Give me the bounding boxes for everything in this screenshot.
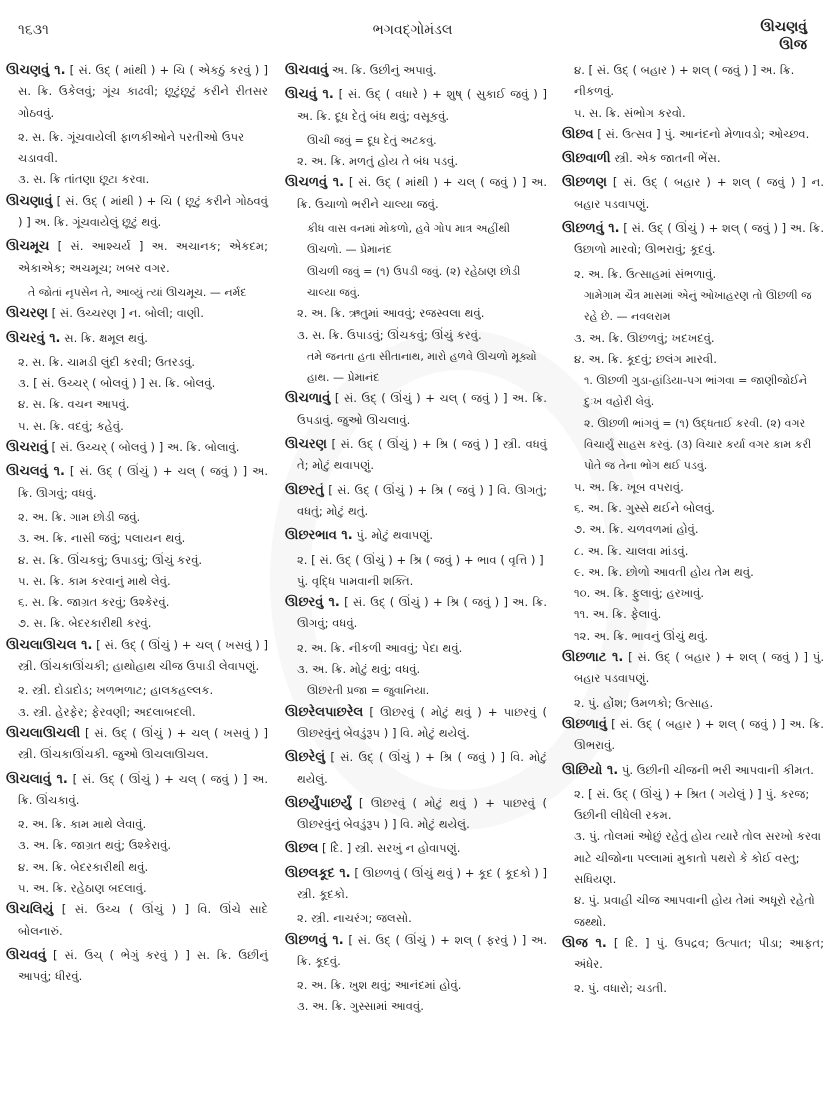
definition-text: ૧૧. અ. ક્રિ. ફેલાવું.	[574, 607, 662, 622]
sub-sense	[562, 890, 824, 933]
sub-sense	[562, 978, 824, 999]
definition-text: ૪. [ સં. ઉદ્ ( બહાર ) + શલ્ ( જવું ) ] અ. ક્રિ. નીકળવું.	[574, 63, 795, 99]
definition-text: [ સં. ઉદ્ ( વધારે ) + શુષ્ ( સુકાઈ જવું ) ] અ. ક્રિ. દૂધ દેતું બંધ થવું; વસૂકવું.	[297, 87, 548, 123]
definition-text: ૨. સ. ક્રિ. ચામડી લુંદી કરવી; ઉતરડવું.	[18, 354, 196, 369]
sub-sense	[285, 975, 547, 996]
dictionary-entry	[6, 899, 268, 942]
sub-sense	[6, 507, 268, 528]
column-2	[285, 60, 547, 1018]
definition-text: ૩. સ્ત્રી. હેરફેર; ફેરવણી; અદલાબદલી.	[18, 704, 196, 719]
sub-sense	[6, 528, 268, 549]
definition-text: [ સં. ઉદ્ ( ઊંચું ) + શ્રિ ( જવું ) ] વિ. ઊગતું; વધતું; મોટું થતું.	[297, 482, 548, 518]
sub-sense	[6, 550, 268, 571]
definition-text: [ સં. ઉદ્ ( ઊંચું ) + શલ્ ( ફરવું ) ] અ. ક્રિ. કૂદવું.	[297, 932, 548, 968]
definition-text: ૧. ઊછળી ગુડા-હાંડિયા-પગ ભાંગવા = જાણીજોઈને દુઃખ વહોરી લેવું.	[584, 374, 808, 409]
quotation	[285, 346, 547, 389]
definition-text: ૩. અ. ક્રિ. ઊછળવું; ખદખદવું.	[574, 330, 715, 345]
dictionary-entry	[6, 236, 268, 279]
definition-text: [ સં. ઉદ્ ( ઊંચું ) + ચલ્ ( ખસવું ) ] સ્ત્રી. ઊંચકાઊંચકી. જુઓ ઊચલાઊચલ.	[18, 725, 268, 762]
dictionary-entry	[285, 525, 547, 546]
headword: ઊછરવું ૧.	[285, 595, 340, 611]
definition-text: ૩. અ. ક્રિ. જાગ્રત થવું; ઉશ્કેરાવું.	[18, 838, 172, 853]
sub-sense	[6, 835, 268, 856]
definition-text: [ દેિ. ] પું. ઉપદ્રવ; ઉત્પાત; પીડા; આફત; અંધેર.	[574, 935, 825, 972]
headword: ઊછરતું	[285, 482, 324, 498]
definition-text: [ સં. ઉદ્ ( ઊંચું ) + ચલ્ ( જવું ) ] અ. ક્રિ. ઊંચકાવું.	[18, 771, 269, 807]
sub-sense	[562, 626, 824, 647]
definition-text: ૪. અ. ક્રિ. કૂદવું; છલંગ મારવી.	[574, 351, 717, 366]
sub-sense	[562, 784, 824, 827]
headword: ઊચલાવું ૧.	[6, 771, 68, 787]
definition-text: સ્ત્રી. એક જાતની ભેંસ.	[614, 151, 721, 166]
sub-sense	[562, 519, 824, 540]
definition-text: [ સં. ઉદ્ ( ઊંચું ) + શલ્ ( જવું ) ] અ. ક્રિ. ઉછાળો મારવો; ઊભરાવું; કૂદવું.	[574, 221, 824, 257]
definition-text: [ સં. ઉત્સવ ] પું. આનંદનો મેળાવડો; ઓચ્છવ.	[597, 126, 810, 141]
dictionary-entry	[6, 769, 268, 812]
dictionary-entry	[285, 838, 547, 859]
definition-text: ૩. સ. ક્રિ. ઉપાડવું; ઊંચકવું; ઊંચું કરવું.	[297, 327, 482, 342]
sub-sense	[562, 562, 824, 583]
definition-text: [ સં. ઉદ્ ( ઊંચું ) + ચલ્ ( જવું ) ] અ. ક્રિ. ઉપડાવું. જુઓ ઊચલાવું.	[297, 391, 547, 427]
headword: ઊછર્યુંપાછર્યું	[285, 795, 352, 811]
definition-text: સ. ક્રિ. ક્ષમૂલ થવું.	[64, 330, 148, 345]
sub-sense	[6, 814, 268, 835]
sub-sense	[562, 604, 824, 625]
headword: ઊચલવું ૧.	[6, 464, 65, 480]
sub-sense	[562, 60, 824, 103]
definition-text: ૩. [ સં. ઉચ્ચર્ ( બોલવું ) ] સ. ક્રિ. બોલવું.	[18, 376, 216, 391]
definition-text: ૫. સ. ક્રિ. વદવું; કહેવું.	[18, 418, 124, 433]
definition-text: ૭. અ. ક્રિ. ચળવળમાં હોવું.	[574, 522, 699, 537]
quotation	[6, 282, 268, 303]
headword: ઊછળવું ૧.	[285, 932, 344, 948]
definition-text: [ સં. ઉદ્ ( બહાર ) + શલ્ ( જવું ) ] અ. ક્રિ. ઊભરાવું.	[574, 716, 824, 753]
headword: ઊછવાળી	[562, 151, 611, 167]
headword: ઊચવાવું	[285, 63, 329, 78]
dictionary-entry	[285, 793, 547, 836]
headword: ઊચળાવું	[285, 391, 331, 407]
definition-text: ૨. અ. ક્રિ. ઉત્સાહમાં સંભળાવું.	[574, 266, 717, 281]
dictionary-entry	[6, 945, 268, 988]
sub-sense	[6, 352, 268, 373]
dictionary-entry	[6, 635, 268, 678]
headword: ઊછળવું ૧.	[562, 221, 620, 237]
dictionary-entry	[6, 461, 268, 504]
definition-text: ઊછરતી પ્રજા = જુવાનિયા.	[307, 684, 430, 698]
definition-text: ૨. પું. હોંશ; ઉમળકો; ઉત્સાહ.	[574, 695, 714, 710]
dictionary-entry	[285, 60, 547, 81]
definition-text: ૨. અ. ક્રિ. કામ માથે લેવાવું.	[18, 817, 147, 832]
headword: ઊચણવું ૧.	[6, 63, 66, 78]
definition-text: ૨. સ્ત્રી. નાચરંગ; જલસો.	[297, 911, 412, 926]
dictionary-entry	[562, 124, 824, 145]
definition-text: [ દેિ. ] સ્ત્રી. સરખું ન હોવાપણું.	[322, 841, 461, 856]
dictionary-entry	[6, 437, 268, 458]
dictionary-entry	[285, 702, 547, 745]
definition-text: ઊચળી જવું = (૧) ઉપડી જવું. (૨) રહેઠાણ છોડી ચાલ્યા જવું.	[307, 264, 521, 299]
book-title: ભગવદ્ગોમંડલ	[372, 22, 453, 38]
definition-text: ૩. અ. ક્રિ. મોટું થવું; વધવું.	[297, 662, 421, 677]
definition-text: ૭. સ. ક્રિ. બેદરકારીથી કરવું.	[18, 616, 152, 631]
headword: ઊછિયો ૧.	[562, 762, 619, 778]
definition-text: તમે જનતા હતા સીતાનાથ, મારો હળવે ઊચળો મૂક્યો હાથ. — પ્રેમાનંદ	[307, 349, 537, 385]
definition-text: ૨. ઊછળી ભાંગવું = (૧) ઉદ્ધતાઈ કરવી. (૨) વગર વિચાર્યું સાહસ કરવું. (૩) વિચાર કર્યા વગર કામ કરી પોતે જ તેના ભોગ થઈ પડવું.	[584, 416, 812, 473]
definition-text: [ સં. ઉદ્ ( માંથી ) + ચિ ( છૂટું કરીને ગોઠવવું ) ] અ. ક્રિ. ગૂંચવાયેલું છૂટું થવું.	[18, 193, 268, 230]
definition-text: ૩. અ. ક્રિ. નાસી જવું; પલાયન થવું.	[18, 531, 186, 546]
definition-text: ઊચી જવું = દૂધ દેતું અટકવું.	[307, 133, 437, 147]
definition-text: ૧૨. અ. ક્રિ. ભાવનું ઊંચું થવું.	[574, 628, 709, 643]
definition-text: ૫. સ. ક્રિ. કામ કરવાનું માથે લેવું.	[18, 573, 171, 588]
headword: ઊચરણ	[285, 437, 327, 453]
sub-sense	[562, 541, 824, 562]
definition-text: કીધ વાસ વનમાં મોકળો, હવે ગોપ માત્ર અહીંથી ઊચળો. — પ્રેમાનંદ	[307, 222, 511, 257]
definition-text: ૨. [ સં. ઉદ્ ( ઊંચું ) + શ્રિ ( જવું ) + ભાવ ( વૃત્તિ ) ] પું. વૃદ્ધિ પામવાની શક્તિ.	[297, 552, 544, 588]
definition-text: [ સં. ઉદ્ ( માંથી ) + ચલ્ ( જવું ) ] અ. ક્રિ. ઉચાળો ભરીને ચાલ્યા જવું.	[297, 175, 548, 211]
dictionary-entry	[285, 592, 547, 635]
sub-sense	[562, 477, 824, 498]
definition-text: [ ઊછરવું ( મોટું થવું ) + પાછરવું ( ઊછરવુંનું બેવડુંરૂપ ) ] વિ. મોટું થયેલું.	[297, 704, 547, 740]
definition-text: [ સં. ઉદ્ ( બહાર ) + શલ્ ( જવું ) ] ન. બહાર પડવાપણું.	[574, 175, 824, 211]
definition-text: ૪. પું. પ્રવાહી ચીજ આપવાની હોય તેમાં અધૂરો રહેતો જથ્થો.	[574, 893, 815, 929]
sub-sense	[6, 702, 268, 723]
definition-text: ૬. સ. ક્રિ. જાગ્રત કરવું; ઉશ્કેરવું.	[18, 595, 170, 610]
dictionary-entry	[6, 191, 268, 234]
headword: ઊચલિયું	[6, 902, 54, 918]
definition-text: ૧૦. અ. ક્રિ. ફુલાવું; હરખાવું.	[574, 586, 705, 601]
headword: ઊછળાવું	[562, 716, 607, 732]
definition-text: ગામેગામ ચૈત્ર માસમાં એનું ઓખાહરણ તો ઊછળી જ રહે છે. — નવલરામ	[584, 288, 812, 324]
sub-sense	[285, 908, 547, 929]
page-header	[0, 14, 825, 54]
definition-text: ૨. અ. ક્રિ. મળતું હોય તે બંધ પડવું.	[297, 154, 458, 169]
column-3	[562, 60, 824, 1000]
definition-text: [ ઊછરવું ( મોટું થવું ) + પાછરવું ( ઊછરવુંનું બેવડુંરૂપ ) ] વિ. મોટું થયેલું.	[297, 795, 547, 832]
dictionary-entry	[285, 930, 547, 973]
definition-text: ૨. સ્ત્રી. દોડાદોડ; ખળભળાટ; હાલકહલ્લક.	[18, 683, 214, 698]
headword: ઊચરવું ૧.	[6, 330, 61, 346]
definition-text: પું. ઉછીની ચીજની ભરી આપવાની કીમત.	[621, 762, 814, 777]
headword: ઊછલ	[285, 841, 319, 857]
definition-text: [ સં. ઉચ્ ( ભેગું કરવું ) ] સ. ક્રિ. ઉછીનું આપવું; ધીરવું.	[18, 947, 269, 984]
definition-text: ૪. સ. ક્રિ. ઊંચકવું; ઉપાડવું; ઊંચું કરવું.	[18, 552, 203, 567]
dictionary-entry	[6, 723, 268, 766]
sub-sense	[285, 303, 547, 324]
definition-text: ૨. પું. વધારો; ચડતી.	[574, 981, 667, 996]
dictionary-entry	[285, 863, 547, 906]
headword: ઊછળણ	[562, 175, 607, 191]
sub-sense	[6, 127, 268, 170]
sub-sense	[6, 373, 268, 394]
dictionary-entry	[562, 933, 824, 976]
sub-sense	[6, 857, 268, 878]
definition-text: ૨. [ સં. ઉદ્ ( ઊંચું ) + શ્રિત ( ગયેલું ) ] પું. કરજ; ઉછીની લીધેલી રકમ.	[574, 786, 810, 823]
definition-text: પું. મોટું થવાપણું.	[356, 528, 434, 543]
definition-text: [ સં. આશ્ચર્ય ] અ. અચાનક; એકદમ; એકાએક; અચમૂચ; ખબર વગર.	[18, 239, 268, 275]
headword: ઊચણાવું	[6, 193, 53, 209]
sub-sense	[562, 826, 824, 890]
definition-text: [ સં. ઉચ્ચ ( ઊંચું ) ] વિ. ઊંચે સાદે બોલનારું.	[18, 902, 269, 938]
quotation	[285, 218, 547, 261]
quotation	[562, 285, 824, 328]
definition-text: ૫. સ. ક્રિ. સંભોગ કરવો.	[574, 105, 686, 120]
headword: ઊચલાઊચલી	[6, 725, 81, 741]
definition-text: તે જોતાં નૃપસેન તે, આવ્યું ત્યાં ઊચમૂચ. — નર્મદ	[28, 285, 247, 299]
definition-text: [ સં. ઉદ્ ( ઊંચું ) + શ્રિ ( જવું ) ] સ્ત્રી. વધવું તે; મોટું થવાપણું.	[297, 437, 547, 473]
sub-sense	[6, 592, 268, 613]
sub-sense	[285, 659, 547, 680]
sub-sense	[6, 416, 268, 437]
definition-text: અ. ક્રિ. ઉછીનું અપાવું.	[331, 63, 437, 77]
headword: ઊછરેલું	[285, 750, 326, 766]
guide-word-last: ઊજ	[779, 37, 807, 53]
sub-sense	[562, 693, 824, 714]
sub-sense	[285, 996, 547, 1017]
headword: ઊચવું ૧.	[285, 87, 334, 103]
definition-text: [ સં. ઉચ્ચરણ ] ન. બોલી; વાણી.	[51, 306, 204, 321]
headword: ઊચલાઊચલ ૧.	[6, 637, 93, 653]
sub-sense	[6, 613, 268, 634]
sub-sense	[6, 571, 268, 592]
definition-text: ૨. અ. ક્રિ. ગામ છોડી જવું.	[18, 509, 141, 524]
dictionary-entry	[285, 747, 547, 790]
definition-text: [ સં. ઉદ્ ( ઊંચું ) + શ્રિ ( જવું ) ] વિ. મોટું થયેલું.	[297, 750, 547, 786]
sub-sense	[285, 151, 547, 172]
guide-word-first: ઊચણવું	[760, 19, 807, 35]
definition-text: ૩. પું. તોલમાં ઓછું રહેતું હોય ત્યારે તોલ સરખો કરવા માટે ચીજોના પલ્લામાં મુકાતો પથરો કે કોઈ વસ્તુ; સધિયણ.	[574, 829, 822, 886]
definition-text: [ સં. ઉદ્ ( બહાર ) + શલ્ ( જવું ) ] પું. બહાર પડવાપણું.	[574, 650, 825, 686]
definition-text: [ ઊછળવું ( ઊંચું થવું ) + કૂદ ( કૂદકો ) ] સ્ત્રી. કૂદકો.	[297, 865, 547, 901]
headword: ઊજ ૧.	[562, 935, 607, 951]
sub-sense	[562, 349, 824, 370]
dictionary-entry	[6, 328, 268, 349]
dictionary-entry	[285, 388, 547, 431]
definition-text: ૨. અ. ક્રિ. નીકળી આવવું; પેદા થવું.	[297, 640, 463, 655]
sub-sense	[562, 498, 824, 519]
dictionary-entry	[285, 84, 547, 127]
sub-sense	[6, 680, 268, 701]
dictionary-entry	[562, 148, 824, 169]
dictionary-entry	[562, 760, 824, 781]
quotation	[285, 261, 547, 304]
sub-sense	[285, 638, 547, 659]
headword: ઊચમૂચ	[6, 239, 50, 255]
headword: ઊછલકૂદ ૧.	[285, 865, 351, 881]
definition-text: ૨. અ. ક્રિ. ઋતુમાં આવવું; રજસ્વલા થવું.	[297, 306, 485, 321]
definition-text: [ સં. ઉદ્ ( ઊંચું ) + ચલ્ ( ખસવું ) ] સ્ત્રી. ઊંચકાઊંચકી; હાથોહાથ ચીજ ઉપાડી લેવાપણું.	[18, 637, 268, 674]
definition-text: ૪. અ. ક્રિ. બેદરકારીથી થવું.	[18, 859, 149, 874]
definition-text: [ સં. ઉચ્ચર્ ( બોલવું ) ] અ. ક્રિ. બોલાવું.	[51, 440, 240, 455]
dictionary-entry	[562, 218, 824, 261]
headword: ઊચરાવું	[6, 440, 48, 456]
dictionary-entry	[285, 480, 547, 523]
sub-sense	[562, 583, 824, 604]
sub-sense	[562, 103, 824, 124]
column-1	[6, 60, 268, 990]
sub-sense	[6, 169, 268, 190]
definition-text: ૮. અ. ક્રિ. ચાલવા માંડવું.	[574, 543, 689, 558]
dictionary-entry	[6, 60, 268, 124]
definition-text: [ સં. ઉદ્ ( ઊંચું ) + ચલ્ ( જવું ) ] અ. ક્રિ. ઊગવું; વધવું.	[18, 464, 269, 500]
quotation	[562, 413, 824, 477]
dictionary-entry	[562, 647, 824, 690]
sub-sense	[285, 325, 547, 346]
sub-sense	[6, 878, 268, 899]
definition-text: ૨. સ. ક્રિ. ગૂંચવાયેલી ફાળકીઓને પરતીઓ ઉપર ચડાવવી.	[18, 129, 245, 166]
dictionary-entry	[6, 303, 268, 324]
headword: ઊચવવું	[6, 947, 47, 963]
definition-text: [ સં. ઉદ્ ( ઊંચું ) + શ્રિ ( જવું ) ] અ. ક્રિ. ઊગવું; વધવું.	[297, 595, 547, 631]
definition-text: ૩. સ. ક્રિ તાંતણા છૂટા કરવા.	[18, 172, 150, 187]
sub-sense	[562, 264, 824, 285]
headword: ઊછરભાવ ૧.	[285, 528, 353, 544]
definition-text: ૫. અ. ક્રિ. રહેઠાણ બદલાવું.	[18, 880, 147, 895]
guide-words	[760, 18, 807, 54]
headword: ઊચરણ	[6, 306, 48, 322]
quotation	[285, 680, 547, 701]
headword: ઊછરેલપાછરેલ	[285, 704, 364, 720]
definition-text: ૯. અ. ક્રિ. છોળો આવતી હોય તેમ થવું.	[574, 564, 754, 579]
definition-text: ૫. અ. ક્રિ. ખૂબ વપરાવું.	[574, 479, 684, 494]
page-number: ૧૬૩૧	[18, 22, 49, 38]
dictionary-entry	[562, 714, 824, 757]
quotation	[285, 130, 547, 151]
dictionary-entry	[562, 172, 824, 215]
sub-sense	[6, 394, 268, 415]
headword: ઊછવ	[562, 126, 594, 142]
headword: ઊછળાટ ૧.	[562, 650, 624, 666]
quotation	[562, 370, 824, 413]
sub-sense	[285, 550, 547, 593]
definition-text: ૬. અ. ક્રિ. ગુસ્સે થઈને બોલવું.	[574, 500, 715, 515]
dictionary-entry	[285, 434, 547, 477]
dictionary-entry	[285, 172, 547, 215]
definition-text: ૪. સ. ક્રિ. વચન આપવું.	[18, 397, 130, 412]
definition-text: [ સં. ઉદ્ ( માંથી ) + ચિ ( એકઠું કરવું ) ] સ. ક્રિ. ઉકેલવું; ગૂંચ કાઢવી; છૂટુંછૂટું કરીને રીતસર ગોઠવવું.	[18, 63, 268, 120]
definition-text: ૨. અ. ક્રિ. ખુશ થવું; આનંદમાં હોવું.	[297, 978, 462, 993]
definition-text: ૩. અ. ક્રિ. ગુસ્સામાં આવવું.	[297, 999, 424, 1014]
headword: ઊચળવું ૧.	[285, 175, 345, 191]
sub-sense	[562, 328, 824, 349]
